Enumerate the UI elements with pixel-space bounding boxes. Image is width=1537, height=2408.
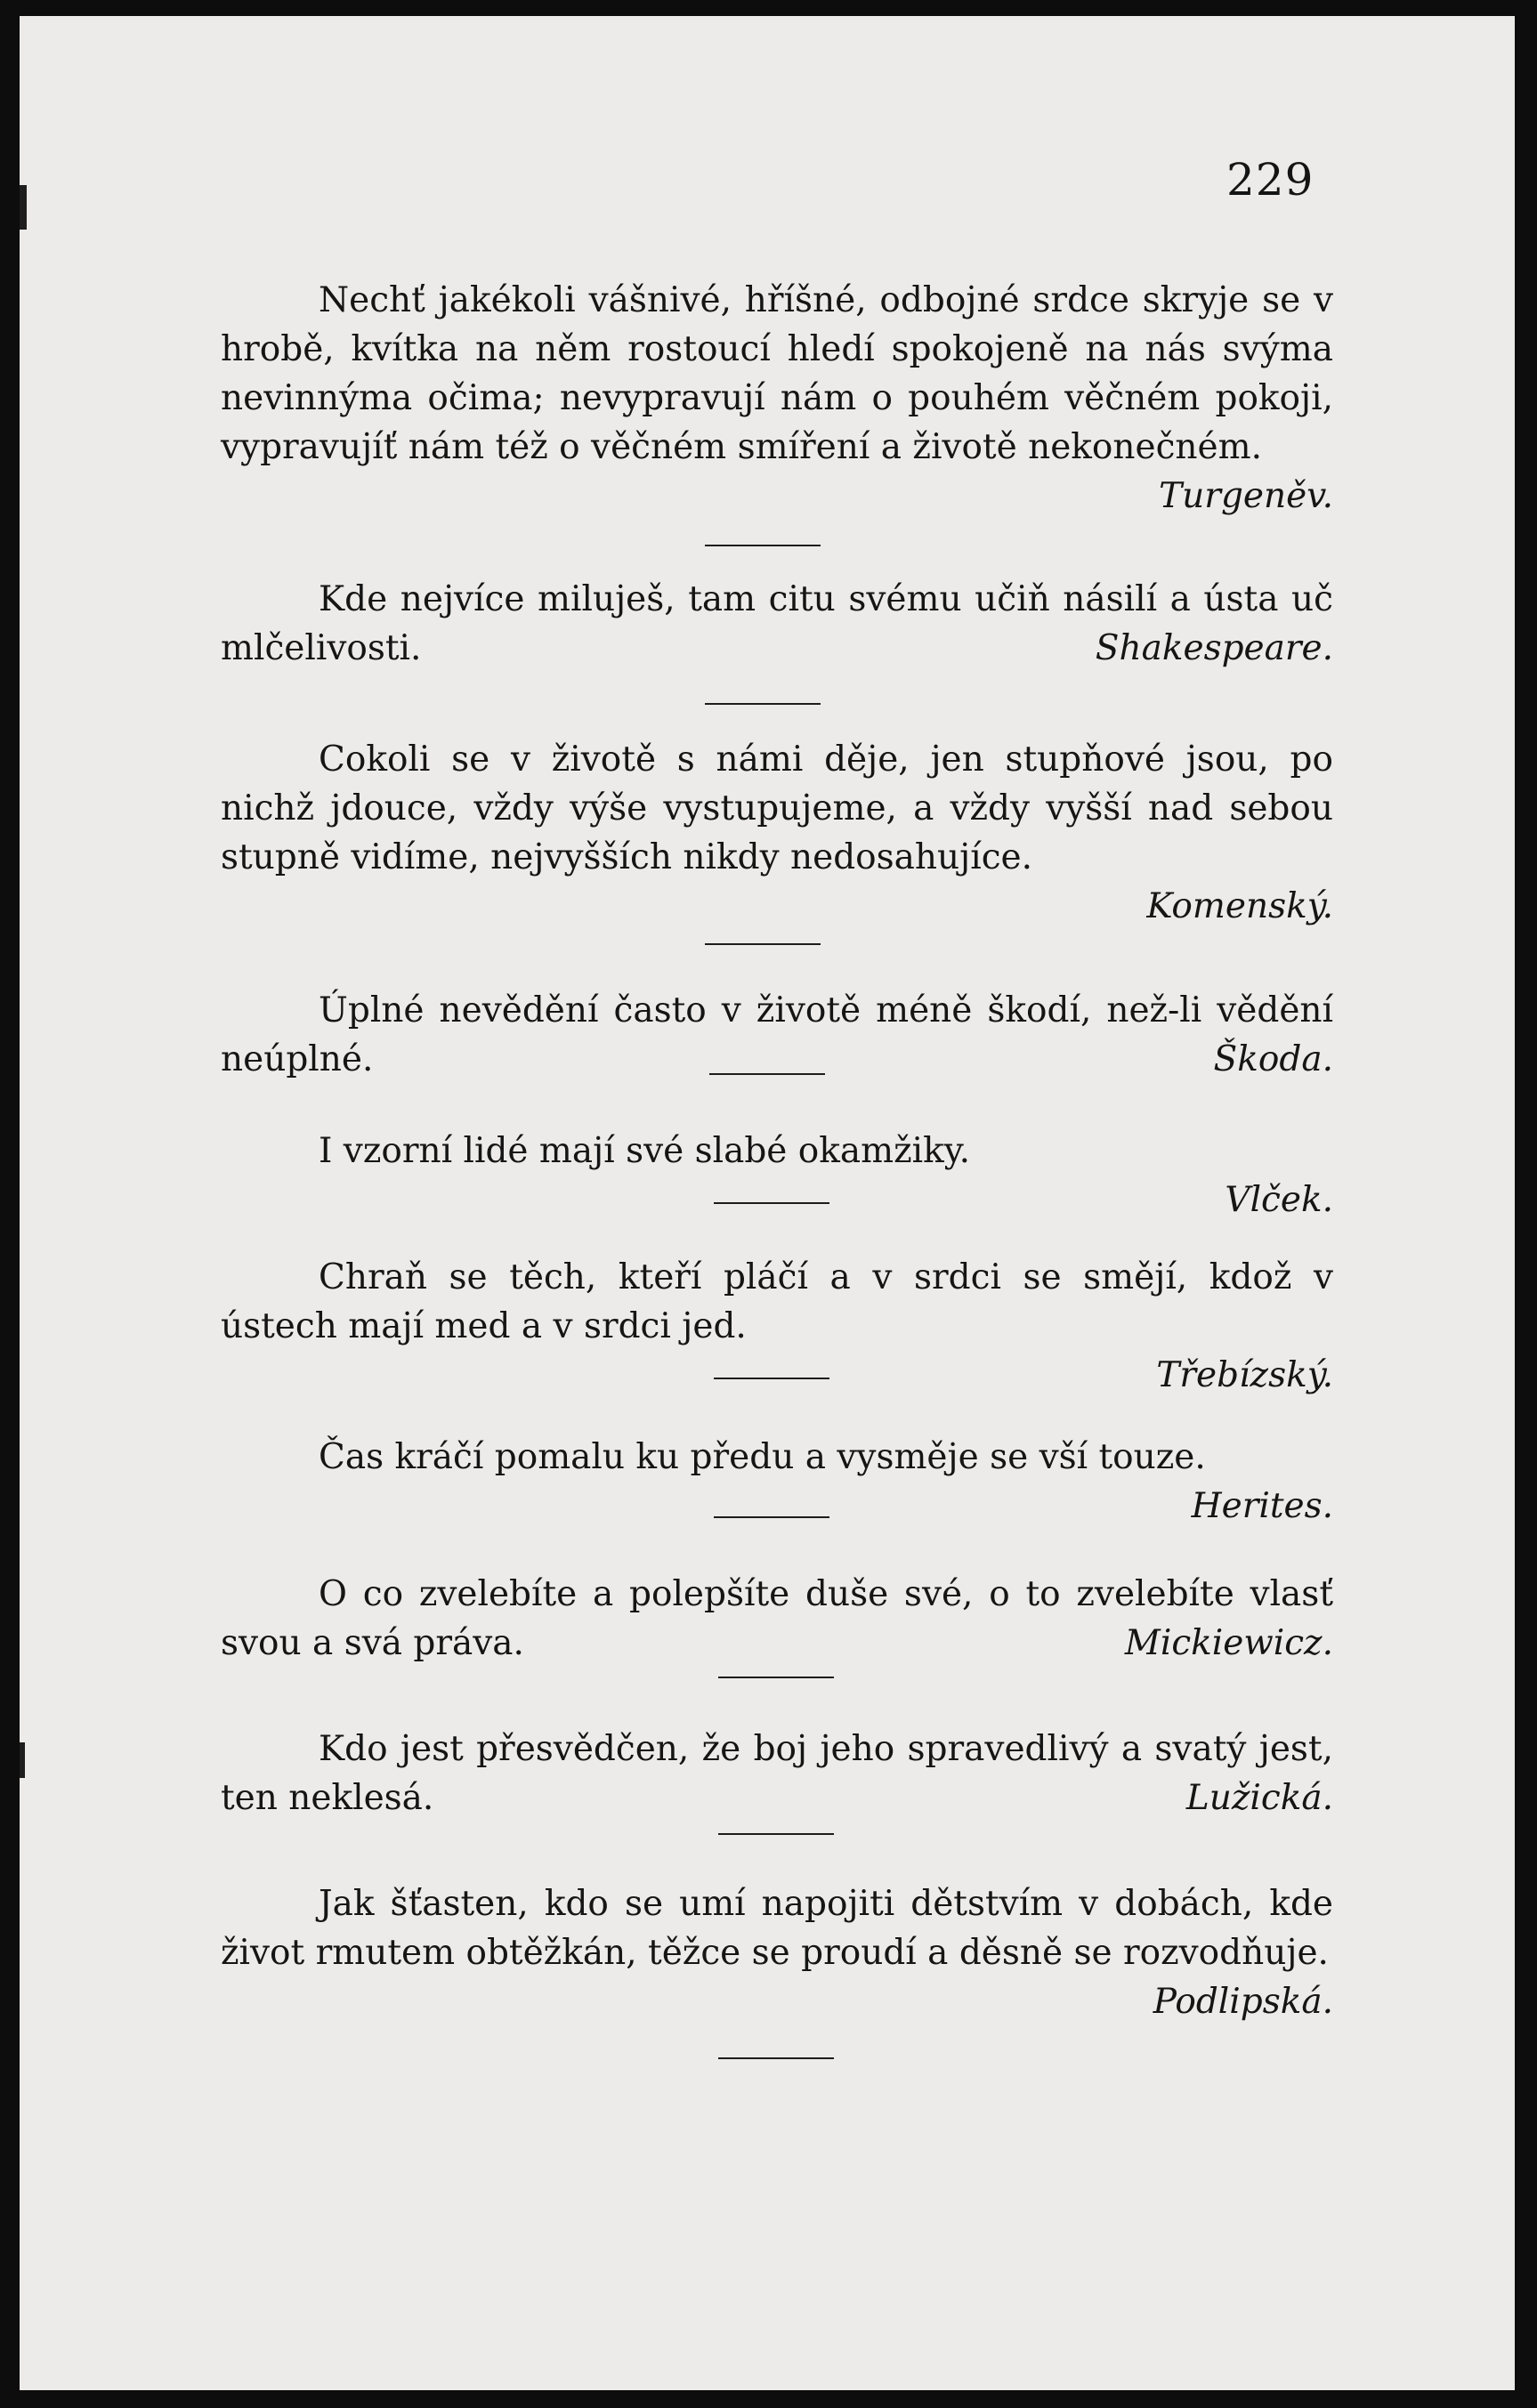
separator-rule <box>718 1677 834 1678</box>
separator-rule <box>709 1073 825 1075</box>
quote-author: Podlipská. <box>1153 1982 1333 2022</box>
separator-rule <box>718 1833 834 1835</box>
separator-rule <box>705 545 821 546</box>
quote-block <box>221 1879 1333 2026</box>
quote-text: Kdo jest přesvědčen, že boj jeho spravedlivý a svatý jest, ten neklesá. <box>221 1729 1333 1818</box>
quote-author: Komenský. <box>1146 886 1333 926</box>
quote-block <box>221 1725 1333 1822</box>
book-page <box>20 16 1515 2390</box>
quote-author: Třebízský. <box>1156 1355 1333 1395</box>
quote-text: Úplné nevědění často v životě méně škodí, než-li vědění neúplné. <box>221 990 1333 1079</box>
separator-rule <box>718 2057 834 2059</box>
quote-block <box>221 276 1333 521</box>
quote-text: Chraň se těch, kteří pláčí a v srdci se smějí, kdož v ústech mají med a v srdci jed. <box>221 1257 1333 1346</box>
scan-edge-mark <box>20 1742 25 1778</box>
quote-author: Shakespeare. <box>1095 628 1333 668</box>
quote-block <box>221 575 1333 673</box>
quote-author: Škoda. <box>1213 1039 1333 1079</box>
quote-block <box>221 1570 1333 1668</box>
quote-block <box>221 1127 1333 1224</box>
quote-author: Lužická. <box>1185 1778 1333 1818</box>
quote-text: Kde nejvíce miluješ, tam citu svému učiň násilí a ústa uč mlčelivosti. <box>221 579 1333 668</box>
quote-text: Čas kráčí pomalu ku předu a vysměje se vší touze. <box>319 1437 1206 1477</box>
quote-text: I vzorní lidé mají své slabé okamžiky. <box>319 1131 971 1171</box>
quote-author: Vlček. <box>1225 1180 1333 1220</box>
quote-block <box>221 735 1333 931</box>
separator-rule <box>714 1202 829 1204</box>
separator-rule <box>705 703 821 705</box>
quote-block <box>221 986 1333 1084</box>
quote-author: Mickiewicz. <box>1124 1623 1333 1663</box>
quote-text: Nechť jakékoli vášnivé, hříšné, odbojné srdce skryje se v hrobě, kvítka na něm rostoucí hledí spokojeně na nás svýma nevinnýma očima; nevypravují nám o pouhém věčném pokoji, vypravujíť nám též o věčném smíření a životě nekonečném. <box>221 280 1333 467</box>
separator-rule <box>705 943 821 945</box>
separator-rule <box>714 1378 829 1379</box>
quote-author: Turgeněv. <box>1159 476 1333 516</box>
quote-text: O co zvelebíte a polepšíte duše své, o to zvelebíte vlasť svou a svá práva. <box>221 1574 1333 1663</box>
quote-text: Jak šťasten, kdo se umí napojiti dětstvím v dobách, kde život rmutem obtěžkán, těžce se proudí a děsně se rozvodňuje. <box>221 1884 1333 1973</box>
quote-text: Cokoli se v životě s námi děje, jen stupňové jsou, po nichž jdouce, vždy výše vystupujeme, a vždy vyšší nad sebou stupně vidíme, nejvyšších nikdy nedosahujíce. <box>221 739 1333 877</box>
scan-edge-mark <box>20 185 27 230</box>
page-number: 229 <box>1226 154 1315 206</box>
separator-rule <box>714 1516 829 1518</box>
quote-author: Herites. <box>1191 1486 1333 1526</box>
